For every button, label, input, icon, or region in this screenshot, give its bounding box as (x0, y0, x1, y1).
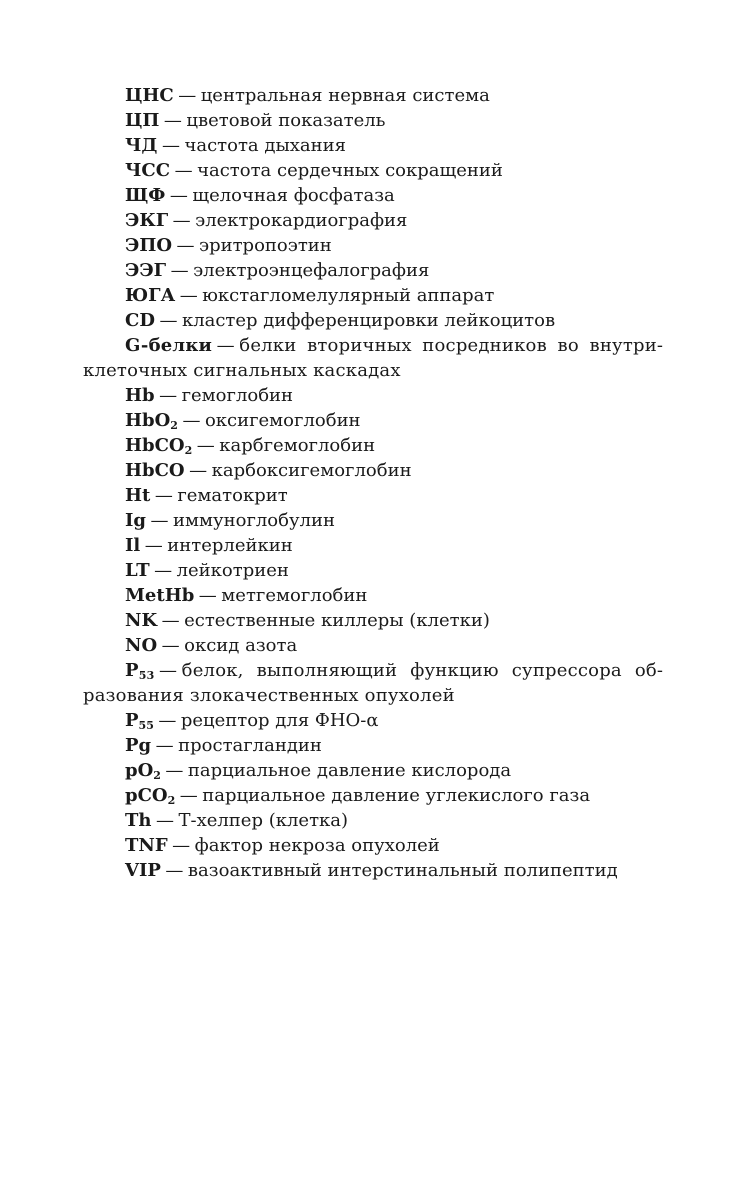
abbreviation-entry (83, 208, 663, 233)
abbreviation-definition: белки вторичных посредников во внутриклеточных сигнальных каскадах (83, 335, 663, 381)
abbreviation-term: ЩФ (125, 185, 166, 206)
abbreviation-definition: электроэнцефалография (193, 260, 430, 281)
abbreviation-term: NO (125, 635, 158, 656)
abbreviation-term: $P_{55}$ (125, 710, 154, 732)
abbreviation-entry (83, 783, 663, 808)
em-dash: — (178, 85, 197, 106)
abbreviation-entry (83, 433, 663, 458)
abbreviation-entry (83, 483, 663, 508)
abbreviation-term: HbO$_2$ (125, 410, 178, 432)
em-dash: — (159, 310, 178, 331)
em-dash: — (154, 485, 173, 506)
abbreviation-definition: эритропоэтин (199, 235, 332, 256)
em-dash: — (179, 285, 198, 306)
abbreviation-term: HbCO$_2$ (125, 435, 193, 457)
abbreviation-entry (83, 333, 663, 383)
abbreviation-entry (83, 458, 663, 483)
em-dash: — (165, 860, 184, 881)
abbreviation-definition: электрокардиография (195, 210, 408, 231)
em-dash: — (159, 385, 178, 406)
abbreviation-entry (83, 833, 663, 858)
em-dash: — (216, 335, 235, 356)
abbreviation-entry (83, 658, 663, 708)
abbreviation-subscript: 2 (167, 794, 176, 807)
abbreviation-entry (83, 283, 663, 308)
abbreviation-definition: центральная нервная система (200, 85, 490, 106)
abbreviation-definition: юкстагломелулярный аппарат (202, 285, 495, 306)
abbreviation-term: ЦНС (125, 85, 174, 106)
em-dash: — (144, 535, 163, 556)
abbreviation-entry (83, 158, 663, 183)
abbreviation-definition: цветовой показатель (186, 110, 386, 131)
abbreviation-term: MetHb (125, 585, 195, 606)
abbreviation-term: $pO_2$ (125, 760, 161, 782)
abbreviation-definition: белок, выполняющий функцию супрессора образования злокачественных опухолей (83, 660, 663, 706)
abbreviation-subscript: 2 (184, 444, 193, 457)
abbreviation-term: Th (125, 810, 152, 831)
abbreviation-entry (83, 258, 663, 283)
abbreviation-entry (83, 533, 663, 558)
abbreviation-term: ЭКГ (125, 210, 169, 231)
abbreviation-term: ЮГА (125, 285, 176, 306)
abbreviation-term: G-белки (125, 335, 213, 356)
abbreviation-subscript: 2 (170, 419, 178, 432)
abbreviation-entry (83, 808, 663, 833)
abbreviation-definition: фактор некроза опухолей (194, 835, 440, 856)
abbreviation-entry (83, 233, 663, 258)
em-dash: — (161, 610, 180, 631)
abbreviation-entry (83, 383, 663, 408)
em-dash: — (163, 110, 182, 131)
abbreviation-term: pCO$_2$ (125, 785, 176, 807)
abbreviation-definition: лейкотриен (176, 560, 289, 581)
abbreviation-term: ЭЭГ (125, 260, 167, 281)
abbreviation-entry (83, 183, 663, 208)
abbreviation-term: Il (125, 535, 141, 556)
abbreviation-entry (83, 558, 663, 583)
abbreviation-definition: интерлейкин (167, 535, 293, 556)
abbreviation-definition: естественные киллеры (клетки) (184, 610, 490, 631)
abbreviation-term: HbCO (125, 460, 185, 481)
abbreviation-definition: кластер дифференцировки лейкоцитов (181, 310, 556, 331)
abbreviation-entry (83, 608, 663, 633)
abbreviation-definition: метгемоглобин (221, 585, 368, 606)
abbreviation-definition: гемоглобин (181, 385, 294, 406)
em-dash: — (196, 435, 215, 456)
abbreviation-definition: гематокрит (177, 485, 288, 506)
abbreviation-term: Pg (125, 735, 152, 756)
abbreviation-definition: карбоксигемоглобин (211, 460, 412, 481)
abbreviation-term: ЧСС (125, 160, 171, 181)
abbreviation-term: TNF (125, 835, 168, 856)
abbreviation-definition: Т-хелпер (клетка) (178, 810, 349, 831)
abbreviation-entry (83, 733, 663, 758)
abbreviation-term: ЭПО (125, 235, 172, 256)
em-dash: — (179, 785, 198, 806)
abbreviation-entry (83, 133, 663, 158)
abbreviation-definition: оксид азота (184, 635, 298, 656)
abbreviation-definition: вазоактивный интерстинальный полипептид (187, 860, 618, 881)
abbreviation-entry (83, 508, 663, 533)
abbreviation-definition: оксигемоглобин (204, 410, 361, 431)
abbreviation-term: VIP (125, 860, 161, 881)
abbreviation-entry (83, 633, 663, 658)
abbreviation-entry (83, 108, 663, 133)
abbreviation-definition: щелочная фосфатаза (192, 185, 395, 206)
abbreviation-term: ЦП (125, 110, 160, 131)
em-dash: — (165, 760, 184, 781)
em-dash: — (189, 460, 208, 481)
abbreviation-entry (83, 758, 663, 783)
em-dash: — (158, 660, 178, 681)
abbreviation-entry (83, 708, 663, 733)
em-dash: — (174, 160, 193, 181)
abbreviation-term: NK (125, 610, 158, 631)
abbreviation-term: ЧД (125, 135, 158, 156)
em-dash: — (198, 585, 217, 606)
abbreviation-term: CD (125, 310, 155, 331)
abbreviation-subscript: 53 (138, 669, 155, 682)
em-dash: — (161, 635, 180, 656)
abbreviation-term: $P_{53}$ (125, 660, 155, 682)
abbreviation-subscript: 55 (138, 719, 154, 732)
abbreviation-definition: иммуноглобулин (173, 510, 335, 531)
em-dash: — (161, 135, 180, 156)
abbreviation-definition: карбгемоглобин (219, 435, 376, 456)
em-dash: — (172, 835, 191, 856)
abbreviation-definition: частота сердечных сокращений (197, 160, 503, 181)
abbreviation-term: Ig (125, 510, 147, 531)
abbreviation-list (83, 83, 663, 883)
abbreviation-definition: частота дыхания (184, 135, 347, 156)
abbreviation-definition: парциальное давление углекислого газа (202, 785, 591, 806)
abbreviation-entry (83, 83, 663, 108)
em-dash: — (176, 235, 195, 256)
em-dash: — (170, 260, 189, 281)
abbreviation-subscript: 2 (153, 769, 161, 782)
abbreviation-entry (83, 308, 663, 333)
abbreviation-definition: простагландин (178, 735, 322, 756)
em-dash: — (154, 560, 173, 581)
em-dash: — (155, 810, 174, 831)
abbreviation-entry (83, 583, 663, 608)
em-dash: — (158, 710, 177, 731)
abbreviation-term: LT (125, 560, 150, 581)
abbreviation-term: Hb (125, 385, 155, 406)
abbreviation-definition: парциальное давление кислорода (187, 760, 512, 781)
abbreviation-entry (83, 408, 663, 433)
em-dash: — (172, 210, 191, 231)
abbreviation-entry (83, 858, 663, 883)
em-dash: — (155, 735, 174, 756)
em-dash: — (182, 410, 201, 431)
abbreviation-definition: рецептор для ФНО-α (180, 710, 379, 731)
abbreviation-term: Ht (125, 485, 151, 506)
em-dash: — (169, 185, 188, 206)
em-dash: — (150, 510, 169, 531)
